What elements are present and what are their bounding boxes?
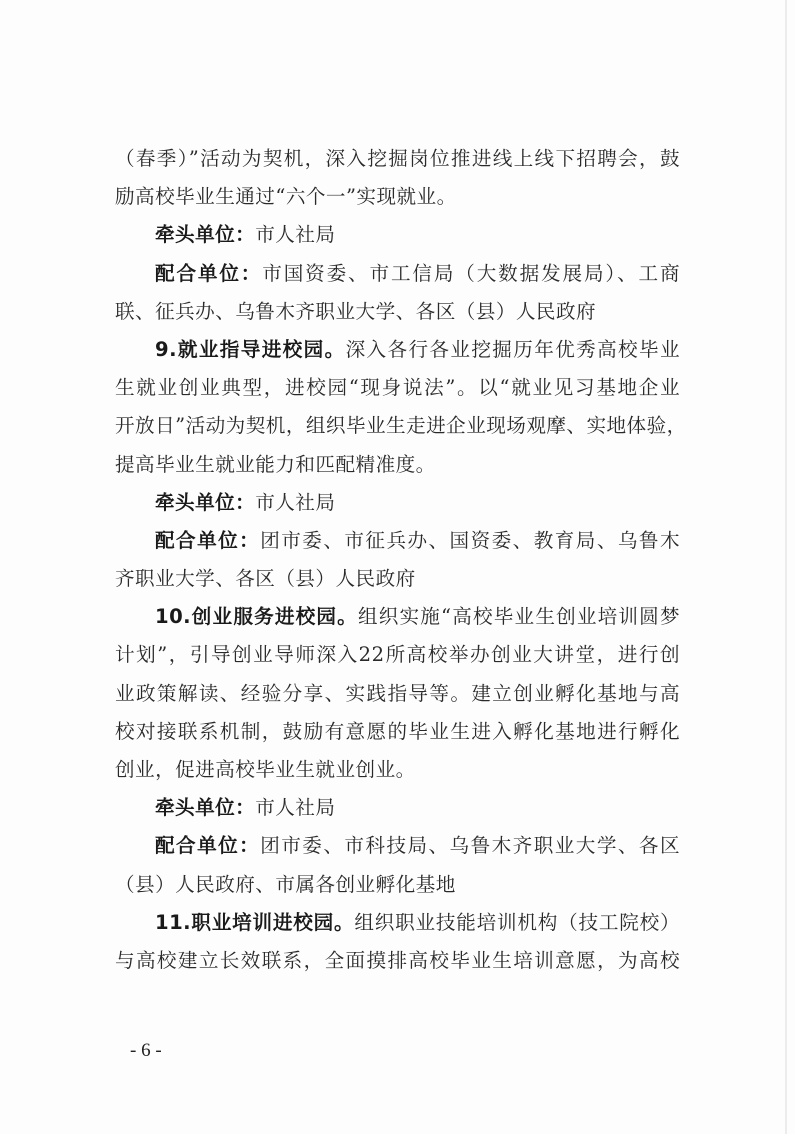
text-line: 与高校建立长效联系，全面摸排高校毕业生培训意愿，为高校 bbox=[115, 948, 680, 972]
section-title: 11.职业培训进校园。 bbox=[155, 910, 355, 934]
coop-unit-label: 配合单位： bbox=[155, 261, 263, 285]
section-title: 10.创业服务进校园。 bbox=[155, 605, 358, 629]
text-line: 联、征兵办、乌鲁木齐职业大学、各区（县）人民政府 bbox=[115, 299, 597, 323]
text-line: 齐职业大学、各区（县）人民政府 bbox=[115, 567, 416, 591]
coop-unit-line bbox=[115, 255, 680, 293]
page-number: - 6 - bbox=[130, 1040, 162, 1061]
lead-unit-label: 牵头单位： bbox=[155, 490, 256, 514]
text-line: 励高校毕业生通过“六个一”实现就业。 bbox=[115, 185, 457, 209]
coop-unit-label: 配合单位： bbox=[155, 834, 261, 858]
text-line: 业政策解读、经验分享、实践指导等。建立创业孵化基地与高 bbox=[115, 681, 680, 705]
coop-unit-line bbox=[115, 827, 680, 865]
lead-unit-value: 市人社局 bbox=[255, 490, 336, 514]
coop-unit-line bbox=[115, 522, 680, 560]
coop-unit-value: 团市委、市科技局、乌鲁木齐职业大学、各区 bbox=[260, 834, 681, 858]
text-line: 创业，促进高校毕业生就业创业。 bbox=[115, 758, 416, 781]
text-line: 计划”，引导创业导师深入22所高校举办创业大讲堂，进行创 bbox=[115, 643, 680, 667]
lead-unit-value: 市人社局 bbox=[255, 796, 336, 820]
text-line: 校对接联系机制，鼓励有意愿的毕业生进入孵化基地进行孵化 bbox=[115, 719, 680, 743]
coop-unit-value: 团市委、市征兵办、国资委、教育局、乌鲁木 bbox=[260, 528, 681, 552]
section-heading-11 bbox=[115, 904, 680, 942]
coop-unit-value: 市国资委、市工信局（大数据发展局）、工商 bbox=[262, 261, 681, 285]
section-heading-9 bbox=[115, 331, 680, 369]
section-text: 组织职业技能培训机构（技工院校） bbox=[354, 910, 680, 934]
lead-unit-line bbox=[115, 789, 680, 827]
document-page bbox=[115, 140, 687, 980]
section-title: 9.就业指导进校园。 bbox=[155, 337, 346, 361]
text-line: 提高毕业生就业能力和匹配精准度。 bbox=[115, 452, 436, 476]
section-text: 深入各行各业挖掘历年优秀高校毕业 bbox=[345, 337, 681, 361]
section-heading-10 bbox=[115, 598, 680, 636]
section-text: 组织实施“高校毕业生创业培训圆梦 bbox=[357, 605, 680, 629]
text-line: 开放日”活动为契机，组织毕业生走进企业现场观摩、实地体验， bbox=[115, 414, 687, 438]
scan-edge bbox=[785, 0, 787, 1134]
coop-unit-label: 配合单位： bbox=[155, 528, 261, 552]
text-line: （县）人民政府、市属各创业孵化基地 bbox=[115, 872, 456, 896]
lead-unit-value: 市人社局 bbox=[255, 223, 336, 247]
text-line: （春季）”活动为契机，深入挖掘岗位推进线上线下招聘会，鼓 bbox=[115, 147, 680, 170]
lead-unit-label: 牵头单位： bbox=[155, 796, 256, 820]
lead-unit-line bbox=[115, 484, 680, 522]
lead-unit-line bbox=[115, 216, 680, 254]
lead-unit-label: 牵头单位： bbox=[155, 223, 256, 247]
text-line: 生就业创业典型，进校园“现身说法”。以“就业见习基地企业 bbox=[115, 376, 680, 400]
